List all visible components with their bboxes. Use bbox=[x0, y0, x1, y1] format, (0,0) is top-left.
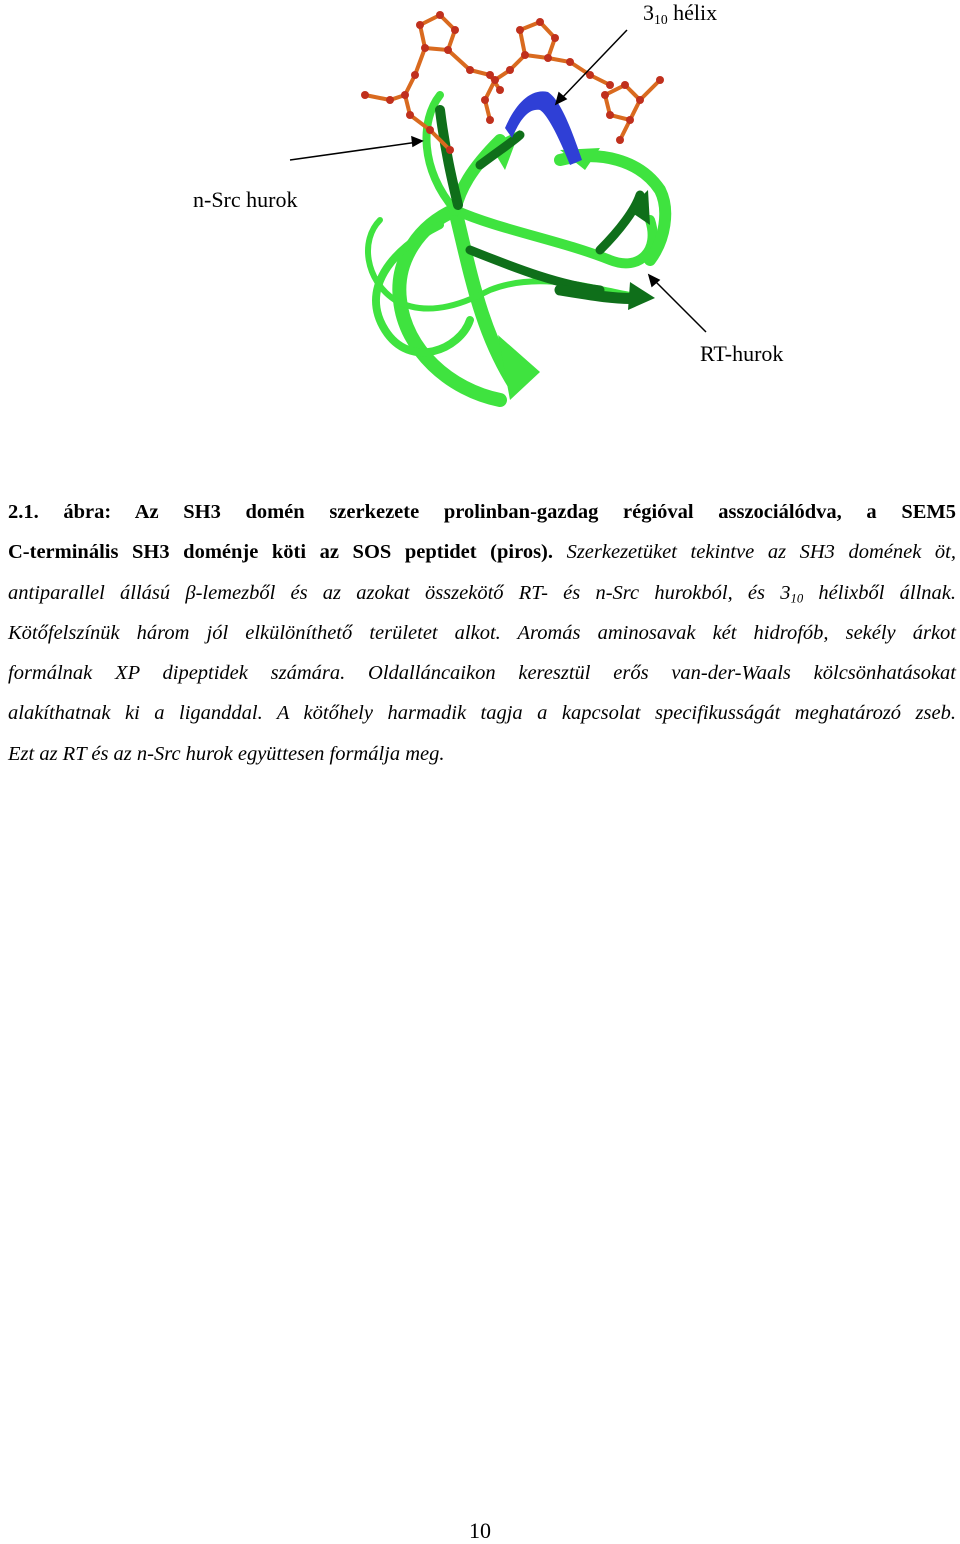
sh3-structure-illustration bbox=[0, 0, 960, 440]
protein-figure bbox=[0, 0, 960, 440]
caption-title-cont: C-terminális SH3 doménje köti az SOS peptidet (piros). bbox=[8, 541, 553, 564]
figure-caption bbox=[8, 492, 956, 774]
caption-line-3-b: -lemezből és az azokat összekötő RT- és n-Src hurokból, és 3 bbox=[195, 581, 791, 604]
helix-label-subscript: 10 bbox=[654, 11, 668, 27]
page-number: 10 bbox=[469, 1518, 491, 1543]
caption-line-7: Ezt az RT és az n-Src hurok együttesen formálja meg. bbox=[8, 742, 445, 765]
caption-line-2 bbox=[8, 532, 956, 572]
nsrc-label: n-Src hurok bbox=[193, 187, 298, 212]
helix-label bbox=[643, 0, 718, 27]
caption-text-start: Szerkezetüket tekintve az SH3 domének öt, bbox=[553, 541, 956, 564]
caption-line-6: alakíthatnak ki a liganddal. A kötőhely harmadik tagja a kapcsolat specifikusságát meghatározó zseb. bbox=[8, 702, 956, 725]
caption-line-3 bbox=[8, 573, 956, 613]
helix-label-number: 3 bbox=[643, 0, 654, 25]
caption-title: 2.1. ábra: Az SH3 domén szerkezete prolinban-gazdag régióval asszociálódva, a SEM5 bbox=[8, 501, 956, 523]
rt-label: RT-hurok bbox=[700, 341, 784, 366]
caption-line-3-c: hélixből állnak. bbox=[803, 581, 956, 604]
helix-label-word: hélix bbox=[667, 0, 718, 25]
caption-line-3-a: antiparallel állású bbox=[8, 581, 186, 604]
caption-line-4: Kötőfelszínük három jól elkülöníthető területet alkot. Aromás aminosavak két hidrofób, sekély árkot bbox=[8, 621, 956, 644]
caption-line-1 bbox=[8, 492, 956, 532]
caption-line-5: formálnak XP dipeptidek számára. Oldalláncaikon keresztül erős van-der-Waals kölcsönhatásokat bbox=[8, 662, 956, 685]
caption-subscript: 10 bbox=[790, 591, 804, 606]
helix-310 bbox=[505, 91, 582, 165]
beta-symbol: β bbox=[185, 581, 196, 604]
